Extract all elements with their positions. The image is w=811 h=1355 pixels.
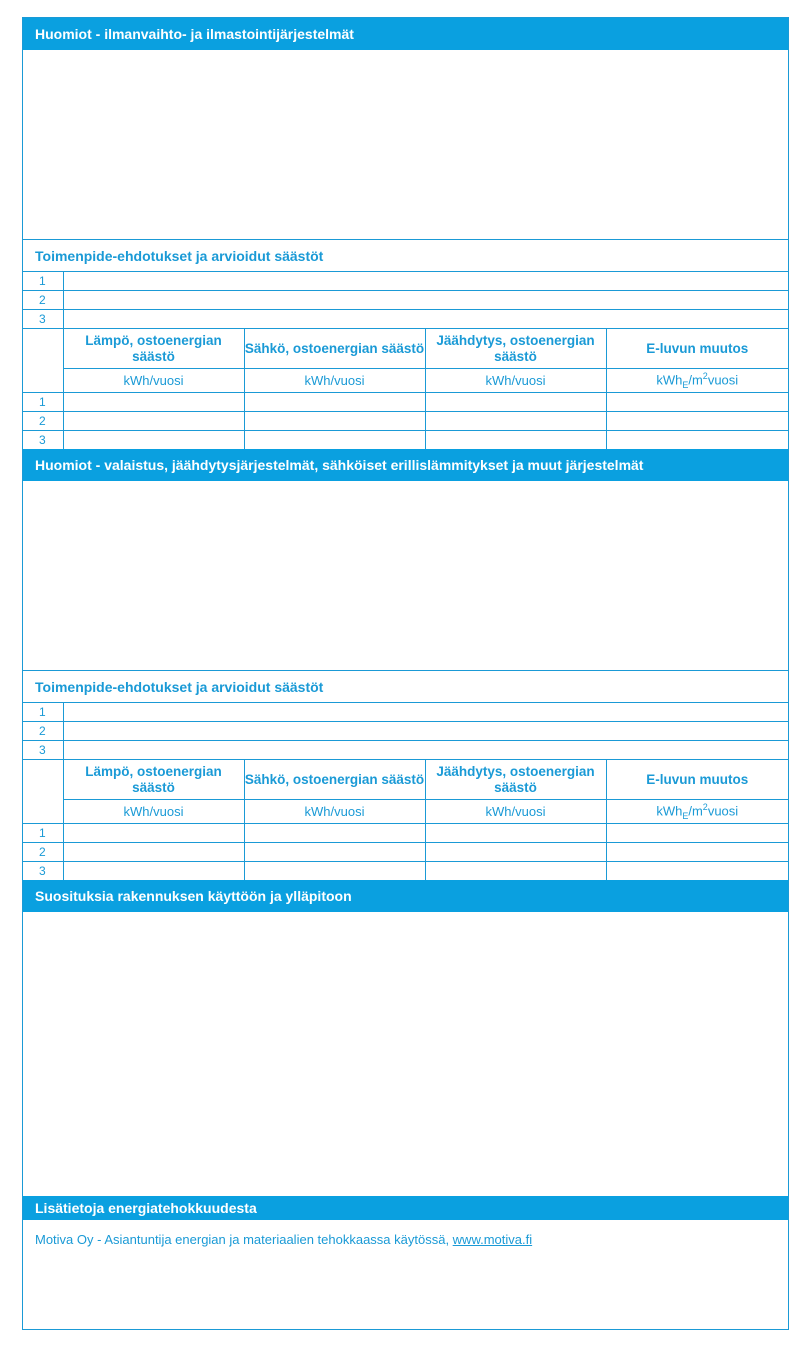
measures-table-2 xyxy=(23,702,788,881)
section-header-more-info: Lisätietoja energiatehokkuudesta xyxy=(23,1196,788,1220)
measure-row-field[interactable] xyxy=(63,310,788,329)
savings-field[interactable] xyxy=(425,824,606,843)
savings-field[interactable] xyxy=(606,393,788,412)
savings-field[interactable] xyxy=(425,393,606,412)
measures-title-1: Toimenpide-ehdotukset ja arvioidut säästöt xyxy=(23,239,788,271)
savings-field[interactable] xyxy=(606,843,788,862)
savings-field[interactable] xyxy=(606,824,788,843)
unit-label: kWh/vuosi xyxy=(425,800,606,824)
col-header-heat: Lämpö, ostoenergian säästö xyxy=(63,760,244,800)
unit-label: kWh/vuosi xyxy=(244,369,425,393)
savings-row-number: 3 xyxy=(23,862,63,881)
savings-field[interactable] xyxy=(606,412,788,431)
measure-row-number: 3 xyxy=(23,310,63,329)
col-header-electricity: Sähkö, ostoenergian säästö xyxy=(244,760,425,800)
e-unit-label: $kWh_E/m^2vuosi$ xyxy=(606,800,788,824)
col-header-heat: Lämpö, ostoenergian säästö xyxy=(63,329,244,369)
savings-row-number: 2 xyxy=(23,412,63,431)
savings-field[interactable] xyxy=(63,431,244,450)
savings-field[interactable] xyxy=(606,431,788,450)
measure-row-number: 3 xyxy=(23,741,63,760)
savings-field[interactable] xyxy=(244,393,425,412)
savings-field[interactable] xyxy=(244,824,425,843)
motiva-link[interactable]: www.motiva.fi xyxy=(452,1232,533,1247)
measure-row-field[interactable] xyxy=(63,703,788,722)
section-header-ventilation: Huomiot - ilmanvaihto- ja ilmastointijärjestelmät xyxy=(23,18,788,50)
savings-field[interactable] xyxy=(425,431,606,450)
measure-row-number: 1 xyxy=(23,703,63,722)
measure-row-field[interactable] xyxy=(63,741,788,760)
col-header-cooling: Jäähdytys, ostoenergian säästö xyxy=(425,760,606,800)
savings-row-number: 1 xyxy=(23,824,63,843)
unit-label: kWh/vuosi xyxy=(425,369,606,393)
savings-field[interactable] xyxy=(425,843,606,862)
unit-label: kWh/vuosi xyxy=(244,800,425,824)
savings-field[interactable] xyxy=(63,862,244,881)
savings-field[interactable] xyxy=(606,862,788,881)
savings-field[interactable] xyxy=(63,843,244,862)
savings-field[interactable] xyxy=(63,824,244,843)
savings-field[interactable] xyxy=(244,862,425,881)
savings-field[interactable] xyxy=(425,412,606,431)
col-header-e-value: E-luvun muutos xyxy=(606,760,788,800)
measure-row-field[interactable] xyxy=(63,272,788,291)
section-header-recommendations: Suosituksia rakennuksen käyttöön ja ylläpitoon xyxy=(23,880,788,912)
measures-title-2: Toimenpide-ehdotukset ja arvioidut säästöt xyxy=(23,670,788,702)
savings-row-number: 1 xyxy=(23,393,63,412)
savings-field[interactable] xyxy=(244,412,425,431)
savings-field[interactable] xyxy=(63,412,244,431)
savings-row-number: 2 xyxy=(23,843,63,862)
savings-field[interactable] xyxy=(244,843,425,862)
col-header-electricity: Sähkö, ostoenergian säästö xyxy=(244,329,425,369)
measure-row-number: 1 xyxy=(23,272,63,291)
unit-label: kWh/vuosi xyxy=(63,800,244,824)
footer-info-text xyxy=(35,1232,532,1247)
savings-field[interactable] xyxy=(425,862,606,881)
col-header-cooling: Jäähdytys, ostoenergian säästö xyxy=(425,329,606,369)
measure-row-number: 2 xyxy=(23,722,63,741)
col-header-e-value: E-luvun muutos xyxy=(606,329,788,369)
savings-field[interactable] xyxy=(63,393,244,412)
measure-row-field[interactable] xyxy=(63,722,788,741)
measure-row-number: 2 xyxy=(23,291,63,310)
measure-row-field[interactable] xyxy=(63,291,788,310)
form-frame xyxy=(22,17,789,1330)
savings-field[interactable] xyxy=(244,431,425,450)
savings-row-number: 3 xyxy=(23,431,63,450)
footer-description: Motiva Oy - Asiantuntija energian ja materiaalien tehokkaassa käytössä, xyxy=(35,1232,453,1247)
unit-label: kWh/vuosi xyxy=(63,369,244,393)
measures-table-1 xyxy=(23,271,788,450)
section-header-lighting: Huomiot - valaistus, jäähdytysjärjestelmät, sähköiset erillislämmitykset ja muut järjestelmät xyxy=(23,449,788,481)
e-unit-label: $kWh_E/m^2vuosi$ xyxy=(606,369,788,393)
